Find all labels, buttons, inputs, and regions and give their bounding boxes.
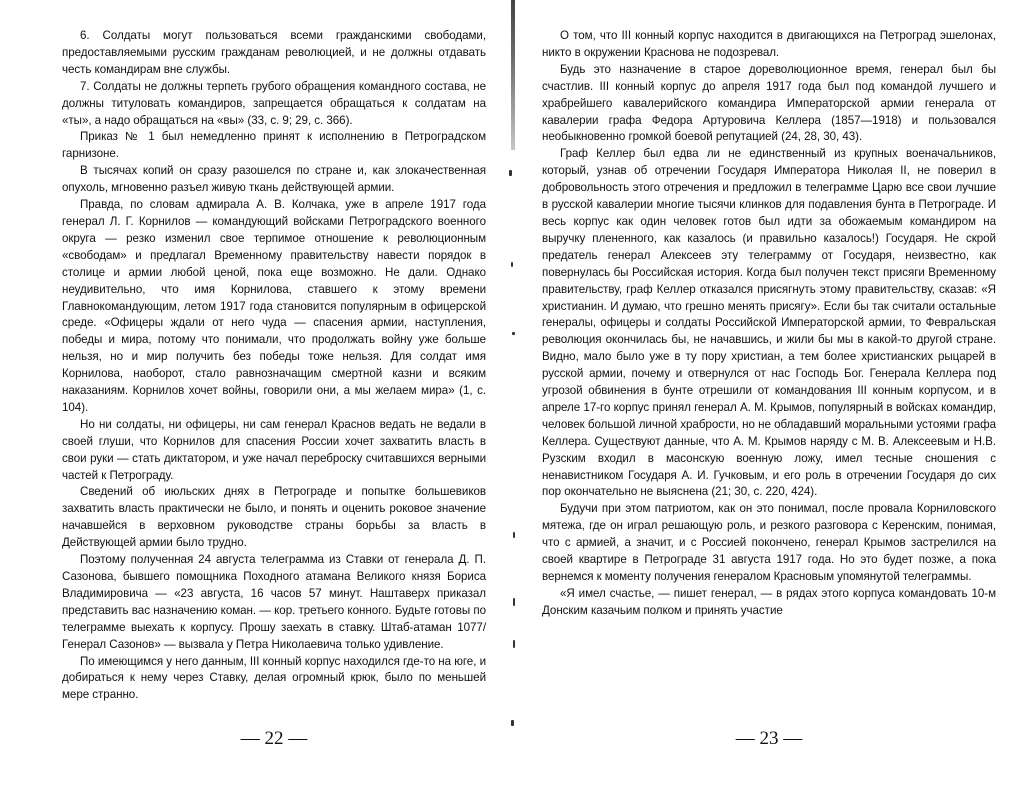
right-page-number: — 23 — bbox=[735, 728, 803, 749]
left-page bbox=[0, 0, 508, 800]
right-paragraph-5: «Я имел счастье, — пишет генерал, — в рядах этого корпуса командовать 10-м Донским казачьим полком и принять участие bbox=[542, 586, 996, 617]
left-page-number: — 22 — bbox=[240, 728, 308, 749]
left-paragraph-8: Поэтому полученная 24 августа телеграмма из Ставки от генерала Д. П. Сазонова, бывшего помощника Походного атамана Великого князя Бориса Владимировича — «23 августа, 16 часов 57 минут. Наштаверх приказал представить вас назначению коман. — кор. третьего конного. Будьте готовы по телеграмме выехать к корпусу. Прошу заехать в ставку. Штаб-атаман 1077/ Генерал Сазонов» — вызвала у Петра Николаевича только удивление. bbox=[62, 553, 486, 651]
right-paragraph-3: Граф Келлер был едва ли не единственный из крупных военачальников, который, узнав об отречении Государя Императора Николая II, не поверил в добровольность этого отречения и предложил в телеграмме Царю все свои лучшие в русской кавалерии многие тысячи клинков для подавления бунта в Петрограде. И весь корпус как один человек готов был идти за обожаемым командиром на выручку плененного, как казалось (и правильно казалось!) Государя. Не скрой предатель генерал Алексеев эту телеграмму от Государя, неизвестно, как повернулась бы Российская история. Когда был получен текст присяги Временному правительству, граф Келлер отказался присягнуть этому правительству, сказав: «Я христианин. И думаю, что грешно менять присягу». Если бы так считали остальные генералы, офицеры и солдаты Российской Императорской армии, то Февральская революция окончилась бы, не начавшись, и жили бы мы в какой-то другой стране. Видно, мало было уже в ту пору христиан, а тем более христианских рыцарей в русской армии, почему и отвернулся от нас Господь Бог. Генерала Келлера под угрозой обвинения в бунте отрешили от командования III конным корпусом, и в апреле 17-го корпус принял генерал А. М. Крымов, популярный в войсках командир, человек большой личной храбрости, но не обладавший моральными устоями графа Келлера. Существуют данные, что А. М. Крымов наряду с М. В. Алексеевым и Н.В. Рузским входил в масонскую военную ложу, имел тесные сношения с ненавистником Государя А. И. Гучковым, и его роль в отречении Государя до сих пор окончательно не выяснена (21; 30, с. 220, 424). bbox=[542, 147, 996, 499]
left-paragraph-7: Сведений об июльских днях в Петрограде и попытке большевиков захватить власть практически не было, и понять и оценить роковое значение начавшейся в верховном руководстве страны борьбы за власть в Действующей армии было трудно. bbox=[62, 485, 486, 550]
right-page bbox=[512, 0, 1022, 800]
left-paragraph-4: В тысячах копий он сразу разошелся по стране и, как злокачественная опухоль, мгновенно разъел живую ткань действующей армии. bbox=[62, 164, 486, 195]
left-paragraph-5: Правда, по словам адмирала А. В. Колчака, уже в апреле 1917 года генерал Л. Г. Корнилов — командующий войсками Петроградского военного округа — резко изменил свое терпимое отношение к революционным «свободам» и предлагал Временному правительству навести порядок в столице и армии любой ценой, пока еще возможно. Не дали. Однако неудивительно, что имя Корнилова, ставшего к этому времени Главнокомандующим, летом 1917 года становится популярным в офицерской среде. «Офицеры ждали от него чуда — спасения армии, наступления, победы и мира, потому что понимали, что продолжать войну уже больше нельзя, но и мир получить без победы тоже нельзя. Для солдат имя Корнилова, наоборот, стало равнозначащим смертной казни и всяким наказаниям. Корнилов хочет войны, говорили они, а мы желаем мира» (1, с. 104). bbox=[62, 198, 486, 414]
left-paragraph-2: 7. Солдаты не должны терпеть грубого обращения командного состава, не должны титуловать командиров, запрещается обращаться к солдатам на «ты», а надо обращаться на «вы» (33, с. 9; 29, с. 366). bbox=[62, 79, 486, 127]
left-paragraph-3: Приказ № 1 был немедленно принят к исполнению в Петроградском гарнизоне. bbox=[62, 130, 486, 161]
right-paragraph-1: О том, что III конный корпус находится в двигающихся на Петроград эшелонах, никто в окружении Краснова не подозревал. bbox=[542, 29, 996, 59]
left-paragraph-9: По имеющимся у него данным, III конный корпус находился где-то на юге, и добираться к нему через Ставку, делая огромный крюк, было по меньшей мере странно. bbox=[62, 654, 486, 702]
right-paragraph-2: Будь это назначение в старое дореволюционное время, генерал был бы счастлив. III конный корпус до апреля 1917 года был под командой лучшего и храбрейшего кавалерийского командира Императорской армии генерала от кавалерии графа Федора Артуровича Келлера (1857—1918) и пользовался необыкновенно громкой боевой репутацией (24, 28, 30, 43). bbox=[542, 62, 996, 144]
left-paragraph-1: 6. Солдаты могут пользоваться всеми гражданскими свободами, предоставляемыми русским гражданам революцией, и не должны отдавать честь командирам вне службы. bbox=[62, 29, 486, 76]
right-paragraph-4: Будучи при этом патриотом, как он это понимал, после провала Корниловского мятежа, где он играл решающую роль, и резкого разговора с Керенским, понимая, что с армией, а значит, и с Россией покончено, генерал Крымов застрелился на своей квартире в Петрограде 31 августа 1917 года. Но это будет позже, а пока вернемся к моменту получения генералом Красновым упомянутой телеграммы. bbox=[542, 502, 996, 583]
left-paragraph-6: Но ни солдаты, ни офицеры, ни сам генерал Краснов ведать не ведали в своей глуши, что Корнилов для спасения России хочет захватить власть в свои руки — стать диктатором, и уже начал переброску считавшихся верными частей к Петрограду. bbox=[62, 417, 486, 482]
